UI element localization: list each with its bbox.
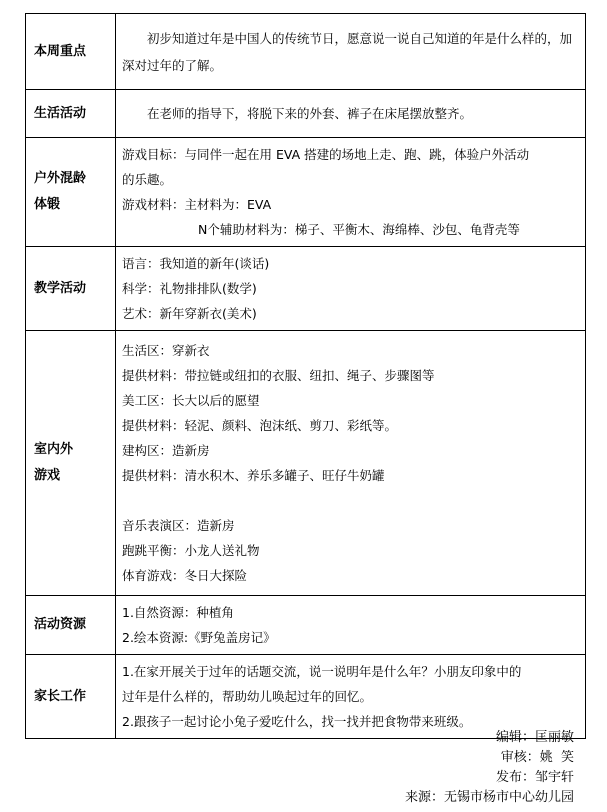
content-resources	[116, 596, 586, 655]
life-text: 在老师的指导下，将脱下来的外套、裤子在床尾摆放整齐。	[147, 106, 473, 121]
row-games	[26, 331, 586, 596]
row-life	[26, 90, 586, 138]
focus-text: 初步知道过年是中国人的传统节日，愿意说一说自己知道的年是什么样的，加深对过年的了解。	[122, 30, 573, 73]
label-games	[26, 331, 116, 596]
content-games	[116, 331, 586, 596]
label-focus: 本周重点	[26, 14, 116, 90]
games-item: 生活区：穿新衣	[122, 343, 210, 358]
games-item: 跑跳平衡：小龙人送礼物	[122, 543, 260, 558]
content-life	[116, 90, 586, 138]
games-item: 音乐表演区：造新房	[122, 518, 235, 533]
content-focus	[116, 14, 586, 90]
label-teaching: 教学活动	[26, 247, 116, 331]
label-parents: 家长工作	[26, 655, 116, 739]
reviewer-credit: 审核：姚 笑	[500, 750, 574, 765]
games-item: 体育游戏：冬日大探险	[122, 568, 248, 583]
resources-item: 2.绘本资源:《野兔盖房记》	[122, 630, 276, 645]
games-item: 美工区：长大以后的愿望	[122, 393, 260, 408]
row-resources	[26, 596, 586, 655]
row-parents	[26, 655, 586, 739]
credits	[405, 728, 574, 808]
publisher-credit: 发布：邹宇轩	[495, 770, 574, 785]
content-outdoor	[116, 138, 586, 247]
games-item: 提供材料：带拉链或纽扣的衣服、纽扣、绳子、步骤图等	[122, 368, 435, 383]
label-outdoor-line2: 体锻	[34, 197, 61, 212]
parents-item1-line2: 过年是什么样的，帮助幼儿唤起过年的回忆。	[122, 689, 373, 704]
label-games-line1: 室内外	[34, 442, 74, 457]
label-life: 生活活动	[26, 90, 116, 138]
teaching-item: 艺术：新年穿新衣(美术)	[122, 306, 257, 321]
row-outdoor	[26, 138, 586, 247]
games-item: 建构区：造新房	[122, 443, 210, 458]
games-item: 提供材料：清水积木、养乐多罐子、旺仔牛奶罐	[122, 468, 385, 483]
content-parents	[116, 655, 586, 739]
label-resources: 活动资源	[26, 596, 116, 655]
teaching-item: 科学：礼物排排队(数学)	[122, 281, 257, 296]
teaching-item: 语言：我知道的新年(谈话)	[122, 256, 270, 271]
games-spacer	[122, 488, 579, 513]
label-outdoor-line1: 户外混龄	[34, 171, 87, 186]
editor-credit: 编辑：匡丽敏	[495, 730, 574, 745]
outdoor-goal-line2: 的乐趣。	[122, 172, 173, 187]
resources-item: 1.自然资源：种植角	[122, 605, 234, 620]
source-credit: 来源：无锡市杨市中心幼儿园	[404, 790, 574, 805]
row-focus	[26, 14, 586, 90]
label-games-line2: 游戏	[34, 468, 61, 483]
outdoor-goal-line1: 游戏目标：与同伴一起在用 EVA 搭建的场地上走、跑、跳，体验户外活动	[122, 147, 530, 162]
content-teaching	[116, 247, 586, 331]
games-item: 提供材料：轻泥、颜料、泡沫纸、剪刀、彩纸等。	[122, 418, 398, 433]
parents-item2: 2.跟孩子一起讨论小兔子爱吃什么，找一找并把食物带来班级。	[122, 714, 472, 729]
row-teaching	[26, 247, 586, 331]
parents-item1-line1: 1.在家开展关于过年的话题交流，说一说明年是什么年？小朋友印象中的	[122, 664, 522, 679]
outdoor-material-main: 游戏材料：主材料为：EVA	[122, 197, 272, 212]
weekly-plan-table	[25, 13, 586, 739]
label-outdoor	[26, 138, 116, 247]
outdoor-material-aux: N个辅助材料为：梯子、平衡木、海绵棒、沙包、龟背壳等	[198, 222, 520, 237]
